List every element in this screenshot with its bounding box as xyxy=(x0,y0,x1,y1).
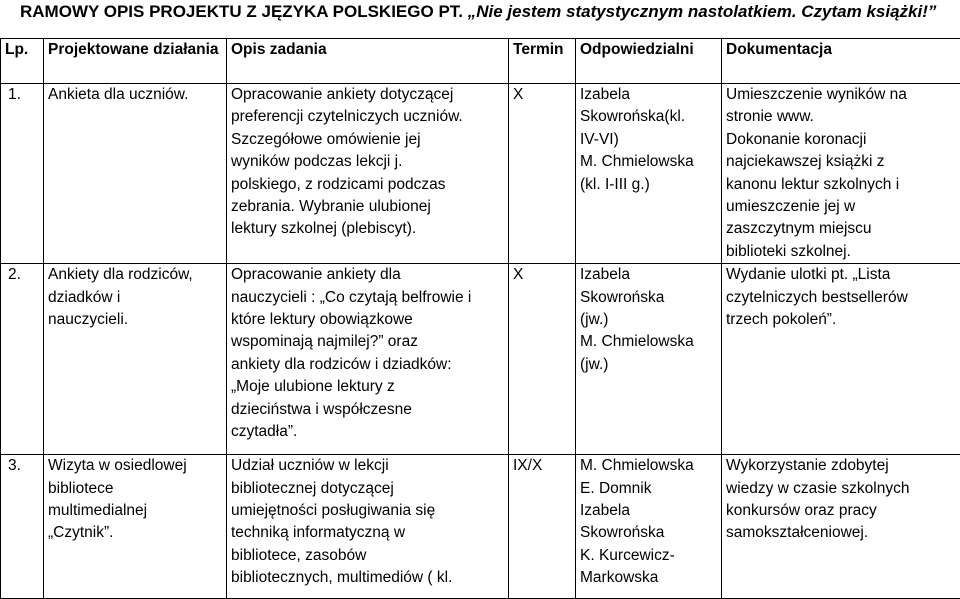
header-lp: Lp. xyxy=(1,39,44,84)
row-documentation: Wykorzystanie zdobytej wiedzy w czasie szkolnych konkursów oraz pracy samokształceniowej. xyxy=(722,455,960,599)
row-action: Ankieta dla uczniów. xyxy=(44,84,227,264)
header-deadline: Termin xyxy=(509,39,576,84)
document-title xyxy=(20,0,936,24)
header-documentation: Dokumentacja xyxy=(722,39,960,84)
table-row xyxy=(1,84,960,264)
table-row xyxy=(1,455,960,599)
row-description: Opracowanie ankiety dotyczącej preferencji czytelniczych uczniów. Szczegółowe omówienie jej wyników podczas lekcji j. polskiego, z rodzicami podczas zebrania. Wybranie ulubionej lektury szkolnej (plebiscyt). xyxy=(227,84,509,264)
project-table xyxy=(0,38,960,599)
title-prefix: RAMOWY OPIS PROJEKTU Z JĘZYKA POLSKIEGO PT. xyxy=(20,2,468,21)
title-project-name: „Nie jestem statystycznym nastolatkiem. Czytam książki!” xyxy=(468,2,937,21)
row-documentation: Wydanie ulotki pt. „Lista czytelniczych bestsellerów trzech pokoleń”. xyxy=(722,264,960,455)
header-row xyxy=(1,39,960,84)
row-description: Opracowanie ankiety dla nauczycieli : „Co czytają belfrowie i które lektury obowiązkowe wspominają najmilej?” oraz ankiety dla rodziców i dziadków: „Moje ulubione lektury z dzieciństwa i współczesne czytadła”. xyxy=(227,264,509,455)
row-responsible: Izabela Skowrońska(kl. IV-VI) M. Chmielowska (kl. I-III g.) xyxy=(576,84,722,264)
header-description: Opis zadania xyxy=(227,39,509,84)
row-description: Udział uczniów w lekcji bibliotecznej dotyczącej umiejętności posługiwania się techniką informatyczną w bibliotece, zasobów bibliotecznych, multimediów ( kl. xyxy=(227,455,509,599)
row-responsible: Izabela Skowrońska (jw.) M. Chmielowska (jw.) xyxy=(576,264,722,455)
header-actions: Projektowane działania xyxy=(44,39,227,84)
row-number: 3. xyxy=(1,455,44,599)
row-deadline: X xyxy=(509,84,576,264)
row-documentation: Umieszczenie wyników na stronie www. Dokonanie koronacji najciekawszej książki z kanonu lektur szkolnych i umieszczenie jej w zaszczytnym miejscu biblioteki szkolnej. xyxy=(722,84,960,264)
row-number: 2. xyxy=(1,264,44,455)
row-deadline: X xyxy=(509,264,576,455)
row-deadline: IX/X xyxy=(509,455,576,599)
row-action: Ankiety dla rodziców, dziadków i nauczycieli. xyxy=(44,264,227,455)
row-number: 1. xyxy=(1,84,44,264)
row-action: Wizyta w osiedlowej bibliotece multimedialnej „Czytnik”. xyxy=(44,455,227,599)
table-row xyxy=(1,264,960,455)
row-responsible: M. Chmielowska E. Domnik Izabela Skowrońska K. Kurcewicz- Markowska xyxy=(576,455,722,599)
header-responsible: Odpowiedzialni xyxy=(576,39,722,84)
